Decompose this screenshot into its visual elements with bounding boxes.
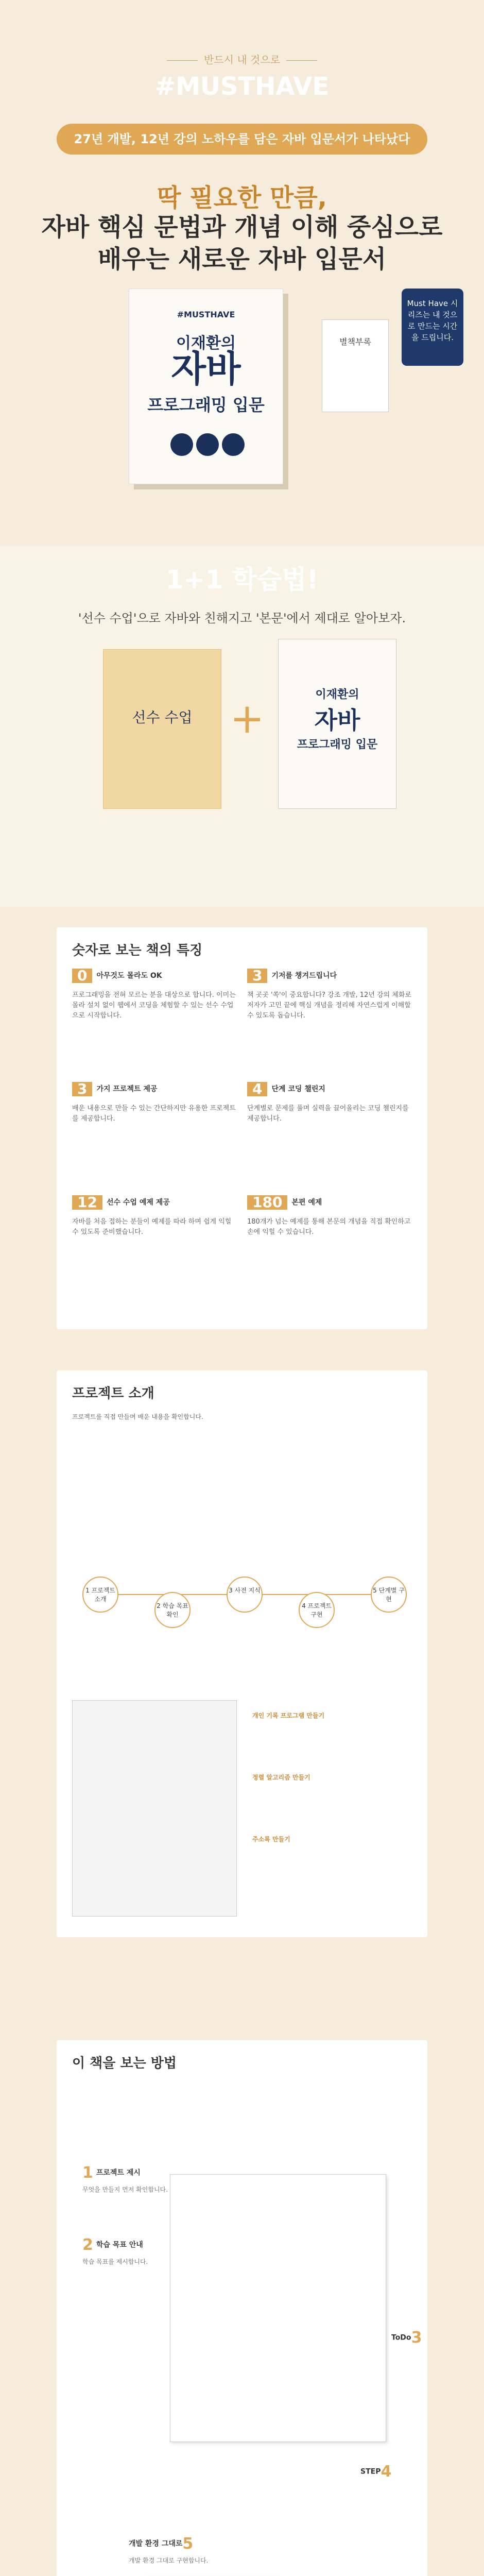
howto-step-1 (82, 2164, 170, 2194)
project-steps (82, 1577, 412, 1638)
series-bubble: Must Have 시리즈는 내 것으로 만드는 시간을 드립니다. (402, 289, 463, 366)
howto-step-5-num: 5 (182, 2535, 194, 2553)
feature-6-num: 180 (247, 1195, 287, 1210)
howto-step-4-num: 4 (381, 2463, 392, 2481)
section2-title: 1+1 학습법! (165, 565, 319, 595)
feature-2-num: 3 (247, 969, 267, 983)
feature-6-body: 180개가 넘는 예제를 통해 본문의 개념을 직접 확인하고 손에 익힐 수 있습니다. (247, 1218, 411, 1236)
step-circle-2: 2 학습 목표 확인 (154, 1592, 191, 1628)
howto-label: 이 책을 보는 방법 (72, 2056, 177, 2071)
insert-label: 별책부록 (339, 337, 371, 347)
feature-5-title: 선수 수업 예제 제공 (106, 1198, 170, 1207)
feature-1 (72, 969, 237, 1021)
header-brand: #MUSTHAVE (154, 72, 330, 101)
howto-step-3-num: 3 (411, 2329, 422, 2347)
project-3-title: 주소록 만들기 (252, 1836, 290, 1843)
features-label: 숫자로 보는 책의 특징 (72, 943, 203, 958)
feature-1-num: 0 (72, 969, 92, 983)
step-circle-3: 3 사전 지식 (227, 1577, 263, 1613)
howto-step-3-title: ToDo (391, 2333, 411, 2342)
howto-step-4-title: STEP (360, 2467, 381, 2476)
feature-2-body: 책 곳곳 '쏙'이 중요합니다? 강조 개발, 12년 강의 체화로 저자가 고민 끝에 핵심 개념을 정리해 자연스럽게 이해할 수 있도록 돕습니다. (247, 991, 411, 1020)
book-brand: #MUSTHAVE (177, 310, 235, 319)
projects-label: 프로젝트 소개 (72, 1386, 154, 1401)
lead-line3-text: 배우는 새로운 자바 입문서 (97, 245, 387, 274)
feature-3-body: 배운 내용으로 만들 수 있는 간단하지만 유용한 프로젝트를 제공합니다. (72, 1105, 236, 1123)
project-2-title: 정렬 알고리즘 만들기 (252, 1774, 310, 1781)
step-circle-4: 4 프로젝트 구현 (299, 1592, 335, 1628)
howto-step-2 (82, 2236, 170, 2266)
howto-step-2-num: 2 (82, 2236, 93, 2254)
main-book-line1: 이재환의 (315, 688, 359, 701)
howto-step-5-title: 개발 환경 그대로 (129, 2539, 183, 2548)
howto-step-1-num: 1 (82, 2164, 93, 2182)
prereq-book-label: 선수 수업 (132, 709, 193, 726)
book-badge-2 (196, 433, 219, 456)
feature-4-num: 4 (247, 1082, 267, 1096)
plus-icon: + (230, 694, 265, 742)
projects-intro: 프로젝트를 직접 만들며 배운 내용을 확인합니다. (72, 1413, 203, 1420)
lead-line1: 딱 필요한 만큼, (157, 183, 327, 212)
howto-step-4 (360, 2463, 422, 2481)
howto-step-2-desc: 학습 목표를 제시합니다. (82, 2258, 148, 2265)
project-item-2 (252, 1772, 417, 1783)
feature-3-num: 3 (72, 1082, 92, 1096)
book-title: 자바 (171, 348, 241, 390)
step-circle-1: 1 프로젝트 소개 (82, 1577, 118, 1613)
howto-step-2-title: 학습 목표 안내 (96, 2241, 143, 2249)
main-book (278, 639, 396, 809)
main-book-line3: 프로그래밍 입문 (297, 738, 378, 751)
step-circle-5: 5 단계별 구현 (371, 1577, 407, 1613)
project-item-3 (252, 1834, 417, 1844)
lead-line2 (0, 211, 484, 275)
feature-4 (247, 1082, 412, 1124)
header-tag: 반드시 내 것으로 (0, 52, 484, 66)
feature-2-title: 기저를 챙겨드립니다 (271, 972, 337, 980)
feature-3 (72, 1082, 237, 1124)
book-badge-1 (170, 433, 193, 456)
features-panel (57, 927, 427, 1329)
main-book-line2: 자바 (314, 706, 360, 734)
howto-page-1 (170, 2174, 386, 2442)
section2-subtitle: '선수 수업'으로 자바와 친해지고 '본문'에서 제대로 알아보자. (78, 611, 406, 625)
feature-4-title: 단계 코딩 챌린지 (271, 1085, 325, 1093)
lead-line2-text: 자바 핵심 문법과 개념 이해 중심으로 (41, 213, 443, 242)
feature-3-title: 가지 프로젝트 제공 (96, 1085, 158, 1093)
project-code-screenshot (72, 1700, 237, 1917)
howto-step-1-title: 프로젝트 제시 (96, 2168, 141, 2177)
book-badge-3 (222, 433, 245, 456)
feature-6 (247, 1195, 412, 1238)
howto-step-3 (391, 2329, 433, 2347)
feature-5-num: 12 (72, 1195, 102, 1210)
insert-booklet (322, 319, 389, 412)
feature-2 (247, 969, 412, 1021)
book-subtitle: 프로그래밍 입문 (147, 395, 265, 415)
howto-step-1-desc: 무엇을 만들지 먼저 확인합니다. (82, 2186, 168, 2193)
howto-step-5-desc: 개발 환경 그대로 구현합니다. (129, 2557, 209, 2564)
feature-4-body: 단계별로 문제를 풀며 실력을 끌어올리는 코딩 챌린지를 제공합니다. (247, 1105, 409, 1123)
header-banner: 27년 개발, 12년 강의 노하우를 담은 자바 입문서가 나타났다 (57, 124, 427, 155)
feature-5 (72, 1195, 237, 1238)
prereq-book (103, 649, 221, 809)
book-cover (129, 289, 283, 484)
feature-1-title: 아무것도 몰라도 OK (96, 972, 162, 980)
book-author: 이재환의 (176, 334, 236, 352)
project-item-1 (252, 1710, 417, 1721)
howto-step-5 (129, 2535, 242, 2565)
project-1-title: 개인 기록 프로그램 만들기 (252, 1712, 325, 1719)
feature-6-title: 본편 예제 (291, 1198, 322, 1207)
feature-5-body: 자바를 처음 접하는 분들이 예제를 따라 하며 쉽게 익힐 수 있도록 준비했습니다. (72, 1218, 232, 1236)
feature-1-body: 프로그래밍을 전혀 모르는 분을 대상으로 합니다. 이미는 몰라 설치 없이 웹에서 코딩을 체험할 수 있는 선수 수업으로 시작합니다. (72, 991, 236, 1020)
